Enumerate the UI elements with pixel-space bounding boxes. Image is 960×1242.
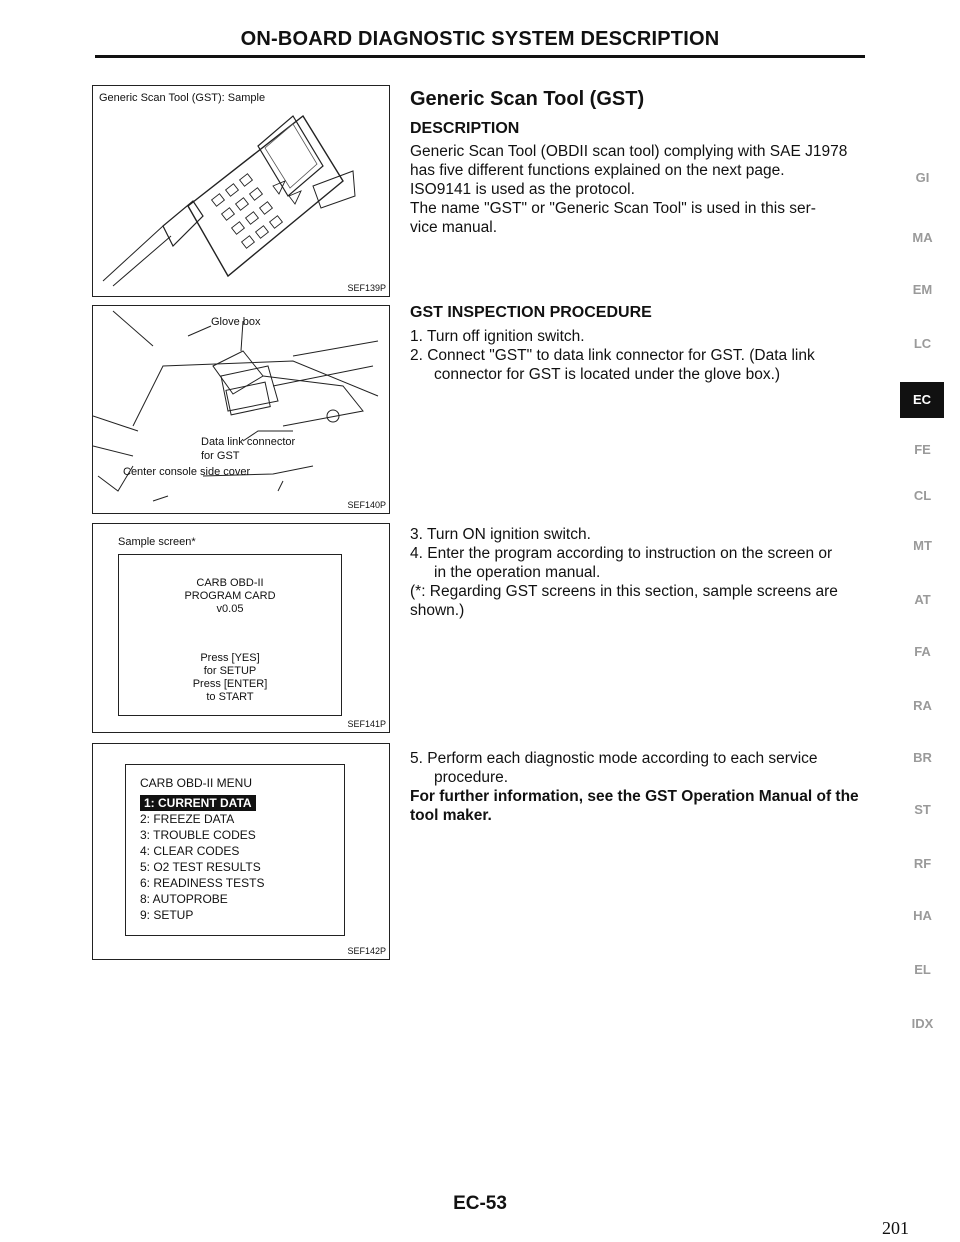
further-info: For further information, see the GST Operation Manual of the — [410, 788, 859, 805]
menu-item[interactable]: 5: O2 TEST RESULTS — [140, 860, 261, 874]
note: (*: Regarding GST screens in this section, sample screens are — [410, 583, 838, 600]
tab-mt[interactable]: MT — [913, 538, 932, 553]
menu-item[interactable]: 9: SETUP — [140, 908, 194, 922]
label-glove-box: Glove box — [211, 316, 261, 328]
figure-code: SEF141P — [347, 719, 386, 729]
menu-item[interactable]: 3: TROUBLE CODES — [140, 828, 256, 842]
menu-title: CARB OBD-II MENU — [140, 776, 253, 790]
tab-gi[interactable]: GI — [915, 170, 930, 185]
tab-ec-active[interactable]: EC — [900, 382, 944, 418]
header-rule — [95, 55, 865, 58]
figure-gst-sample — [92, 85, 390, 297]
screen-line: v0.05 — [216, 603, 244, 615]
step-2: 2. Connect "GST" to data link connector for GST. (Data link — [410, 347, 815, 364]
step-2-cont: connector for GST is located under the glove box.) — [434, 366, 781, 383]
description-line: Generic Scan Tool (OBDII scan tool) complying with SAE J1978 — [410, 143, 848, 160]
figure-caption: Sample screen* — [118, 536, 196, 548]
figure-code: SEF142P — [347, 946, 386, 956]
screen-line: PROGRAM CARD — [184, 590, 276, 602]
figure-sample-screen — [92, 523, 390, 733]
tab-lc[interactable]: LC — [913, 336, 932, 351]
tab-cl[interactable]: CL — [913, 488, 932, 503]
scan-tool-illustration — [93, 86, 389, 296]
tab-st[interactable]: ST — [914, 802, 931, 817]
menu-item[interactable]: 8: AUTOPROBE — [140, 892, 228, 906]
description-line: vice manual. — [410, 219, 498, 236]
step-4: 4. Enter the program according to instruction on the screen or — [410, 545, 833, 562]
tab-br[interactable]: BR — [913, 750, 932, 765]
tab-at[interactable]: AT — [914, 592, 931, 607]
procedure-step-5 — [410, 749, 890, 825]
gst-startup-screen — [118, 554, 342, 716]
tab-fa[interactable]: FA — [914, 644, 931, 659]
menu-item[interactable]: 2: FREEZE DATA — [140, 812, 235, 826]
tab-ra[interactable]: RA — [913, 698, 932, 713]
step-3: 3. Turn ON ignition switch. — [410, 526, 591, 543]
page-header-title: ON-BOARD DIAGNOSTIC SYSTEM DESCRIPTION — [240, 28, 720, 50]
menu-item[interactable]: 4: CLEAR CODES — [140, 844, 240, 858]
screen-line: Press [ENTER] — [192, 678, 268, 690]
gst-menu-screen — [125, 764, 345, 936]
screen-line: for SETUP — [203, 665, 257, 677]
description-text — [410, 142, 890, 237]
procedure-heading: GST INSPECTION PROCEDURE — [410, 304, 652, 321]
procedure-steps-3-4 — [410, 525, 890, 620]
step-5: 5. Perform each diagnostic mode according to each service — [410, 750, 818, 767]
description-line: has five different functions explained on the next page. — [410, 162, 785, 179]
tab-rf[interactable]: RF — [913, 856, 932, 871]
section-title: Generic Scan Tool (GST) — [410, 88, 645, 110]
screen-line: to START — [206, 691, 254, 703]
step-5-cont: procedure. — [434, 769, 509, 786]
description-line: The name "GST" or "Generic Scan Tool" is used in this ser- — [410, 200, 816, 217]
menu-item-selected[interactable]: 1: CURRENT DATA — [140, 795, 256, 811]
figure-menu-screen — [92, 743, 390, 960]
procedure-steps-1-2 — [410, 327, 890, 384]
figure-connector-location — [92, 305, 390, 514]
page-number: 201 — [882, 1218, 909, 1238]
tab-fe[interactable]: FE — [914, 442, 931, 457]
figure-code: SEF140P — [347, 500, 386, 510]
page-id: EC-53 — [453, 1193, 507, 1214]
tab-idx[interactable]: IDX — [911, 1016, 934, 1031]
further-info-cont: tool maker. — [410, 807, 492, 824]
screen-line: Press [YES] — [200, 652, 260, 664]
connector-location-illustration — [93, 306, 389, 513]
step-1: 1. Turn off ignition switch. — [410, 328, 585, 345]
description-line: ISO9141 is used as the protocol. — [410, 181, 635, 198]
label-center-console: Center console side cover — [123, 466, 251, 478]
tab-em[interactable]: EM — [912, 282, 933, 297]
note-cont: shown.) — [410, 602, 465, 619]
label-for-gst: for GST — [201, 450, 240, 462]
label-data-link-connector: Data link connector — [201, 436, 296, 448]
description-heading: DESCRIPTION — [410, 120, 520, 137]
menu-item[interactable]: 6: READINESS TESTS — [140, 876, 265, 890]
figure-caption: Generic Scan Tool (GST): Sample — [99, 92, 266, 104]
screen-line: CARB OBD-II — [196, 577, 264, 589]
tab-ha[interactable]: HA — [913, 908, 932, 923]
figure-code: SEF139P — [347, 283, 386, 293]
tab-ma[interactable]: MA — [912, 230, 933, 245]
tab-el[interactable]: EL — [914, 962, 931, 977]
step-4-cont: in the operation manual. — [434, 564, 601, 581]
